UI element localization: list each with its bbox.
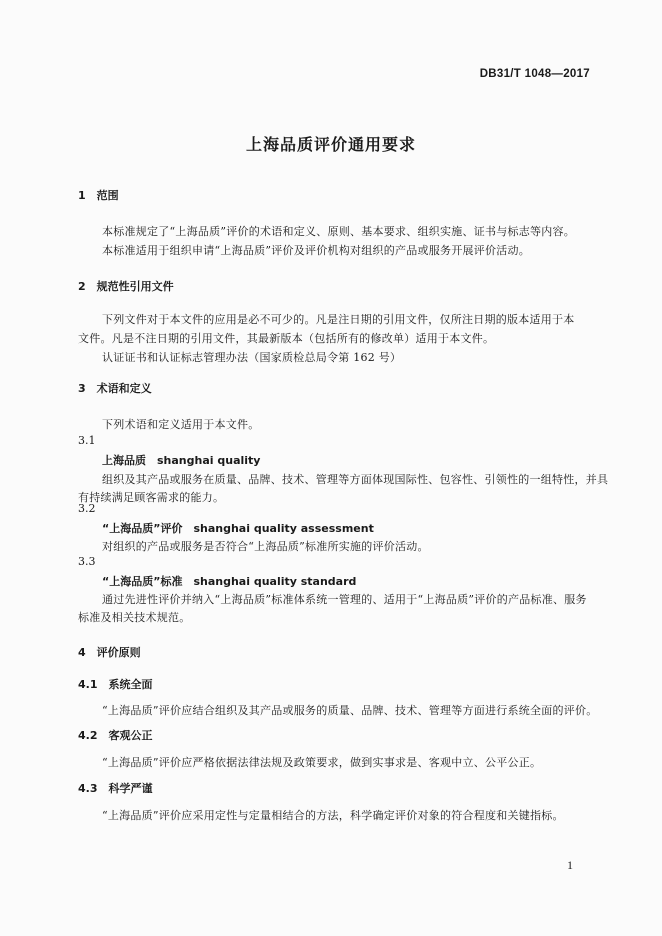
term-3-2-number: 3.2 [78, 502, 96, 515]
section-4-3-text: “上海品质”评价应采用定性与定量相结合的方法，科学确定评价对象的符合程度和关键指标。 [102, 809, 564, 822]
section-1-paragraph-2: 本标准适用于组织申请“上海品质”评价及评价机构对组织的产品或服务开展评价活动。 [102, 244, 530, 257]
section-3-intro: 下列术语和定义适用于本文件。 [102, 418, 260, 431]
term-3-2-definition: 对组织的产品或服务是否符合“上海品质”标准所实施的评价活动。 [102, 540, 429, 553]
term-3-3-definition-line-1: 通过先进性评价并纳入“上海品质”标准体系统一管理的、适用于“上海品质”评价的产品标准、服务 [102, 593, 587, 606]
section-4-1-heading: 4.1 系统全面 [78, 678, 153, 691]
document-code: DB31/T 1048—2017 [479, 68, 590, 80]
term-3-1-title: 上海品质 shanghai quality [102, 454, 261, 467]
section-4-1-text: “上海品质”评价应结合组织及其产品或服务的质量、品牌、技术、管理等方面进行系统全面的评价。 [102, 704, 598, 717]
section-2-heading: 2 规范性引用文件 [78, 280, 174, 293]
page-title: 上海品质评价通用要求 [245, 135, 416, 154]
section-1-heading: 1 范围 [78, 189, 119, 202]
section-4-3-heading: 4.3 科学严谨 [78, 782, 153, 795]
section-2-paragraph-1-line-1: 下列文件对于本文件的应用是必不可少的。凡是注日期的引用文件，仅所注日期的版本适用于本 [102, 313, 575, 326]
term-3-3-title: “上海品质”标准 shanghai quality standard [102, 575, 357, 588]
term-3-3-definition-line-2: 标准及相关技术规范。 [78, 611, 191, 624]
section-2-paragraph-1-line-2: 文件。凡是不注日期的引用文件，其最新版本（包括所有的修改单）适用于本文件。 [78, 332, 495, 345]
normative-reference: 认证证书和认证标志管理办法（国家质检总局令第 162 号） [102, 351, 402, 364]
section-4-2-text: “上海品质”评价应严格依据法律法规及政策要求，做到实事求是、客观中立、公平公正。 [102, 756, 542, 769]
section-3-heading: 3 术语和定义 [78, 382, 152, 395]
term-3-1-number: 3.1 [78, 434, 96, 447]
term-3-2-title: “上海品质”评价 shanghai quality assessment [102, 522, 374, 535]
term-3-1-definition-line-1: 组织及其产品或服务在质量、品牌、技术、管理等方面体现国际性、包容性、引领性的一组特性，并具 [102, 473, 609, 486]
page-number: 1 [567, 858, 573, 872]
section-4-2-heading: 4.2 客观公正 [78, 729, 153, 742]
term-3-1-definition-line-2: 有持续满足顾客需求的能力。 [78, 491, 225, 504]
section-1-paragraph-1: 本标准规定了“上海品质”评价的术语和定义、原则、基本要求、组织实施、证书与标志等内容。 [102, 225, 575, 238]
term-3-3-number: 3.3 [78, 555, 96, 568]
section-4-heading: 4 评价原则 [78, 646, 141, 659]
